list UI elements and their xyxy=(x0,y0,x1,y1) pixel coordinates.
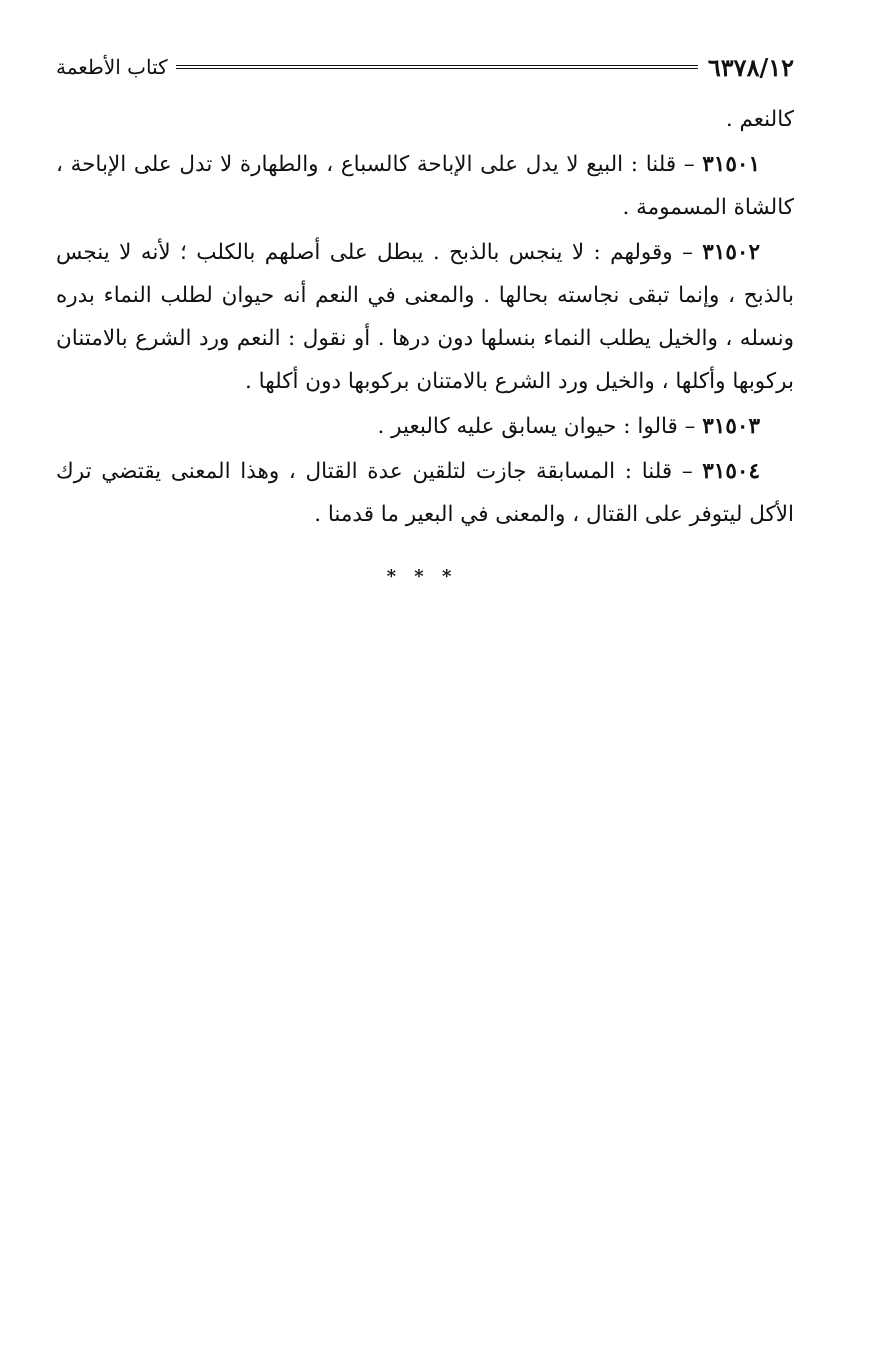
paragraph-text: كالنعم . xyxy=(725,107,794,132)
paragraph-31504 xyxy=(56,450,794,536)
paragraph-continuation xyxy=(56,98,794,141)
paragraph-31502 xyxy=(56,231,794,403)
paragraph-text: – وقولهم : لا ينجس بالذبح . يبطل على أصلهم بالكلب ؛ لأنه لا ينجس بالذبح ، وإنما تبقى نجاسته بحالها . والمعنى في النعم أنه حيوان لطلب النماء بدره ونسله ، والخيل يطلب النماء بنسلها دون درها . أو نقول : النعم ورد الشرع بالامتنان بركوبها وأكلها ، والخيل ورد الشرع بالامتنان بركوبها دون أكلها . xyxy=(56,240,794,394)
paragraph-31503 xyxy=(56,405,794,448)
paragraph-text: – قالوا : حيوان يسابق عليه كالبعير . xyxy=(377,414,703,439)
body-text xyxy=(56,98,794,538)
section-separator: * * * xyxy=(386,566,458,587)
paragraph-31501 xyxy=(56,143,794,229)
paragraph-text: – قلنا : البيع لا يدل على الإباحة كالسباع ، والطهارة لا تدل على الإباحة ، كالشاة المسمومة . xyxy=(56,152,794,220)
running-header xyxy=(56,50,794,84)
paragraph-number: ٣١٥٠٤ xyxy=(702,459,760,484)
page-number: ٦٣٧٨/١٢ xyxy=(707,52,794,82)
paragraph-number: ٣١٥٠١ xyxy=(702,152,760,177)
paragraph-text: – قلنا : المسابقة جازت لتلقين عدة القتال ، وهذا المعنى يقتضي ترك الأكل ليتوفر على القتال ، والمعنى في البعير ما قدمنا . xyxy=(56,459,794,527)
paragraph-number: ٣١٥٠٢ xyxy=(702,240,760,265)
book-title: كتاب الأطعمة xyxy=(56,55,168,79)
paragraph-number: ٣١٥٠٣ xyxy=(702,414,760,439)
header-rule xyxy=(176,65,698,69)
